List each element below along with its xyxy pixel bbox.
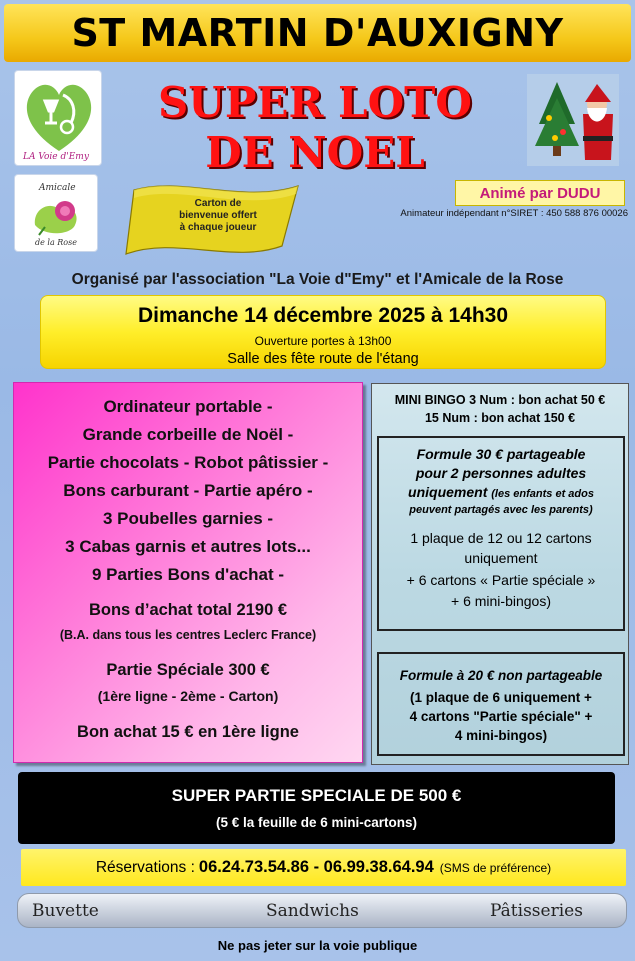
snack-buvette: Buvette <box>32 901 99 921</box>
formule30-line: peuvent partagés avec les parents) <box>409 504 593 516</box>
bingo-panel <box>371 383 629 765</box>
formule20-line: (1 plaque de 6 uniquement + <box>410 690 592 705</box>
prize-line: 9 Parties Bons d'achat - <box>91 565 285 584</box>
formule30-line: uniquement <box>464 550 538 566</box>
formule30-line: + 6 mini-bingos) <box>451 593 551 609</box>
snack-bar <box>17 893 627 928</box>
super-partie-sub: (5 € la feuille de 6 mini-cartons) <box>215 815 418 830</box>
santa-tree-picture <box>527 74 619 166</box>
rose-logo-icon <box>15 175 99 253</box>
formule-30-box <box>377 436 625 631</box>
voie-emy-text: LA Voie d'Emy <box>23 152 89 162</box>
amicale-text: Amicale <box>39 183 76 193</box>
event-venue: Salle des fête route de l'étang <box>227 351 419 367</box>
prize-line: Partie chocolats - Robot pâtissier - <box>47 453 329 472</box>
formule30-line: pour 2 personnes adultes <box>415 465 587 481</box>
formule30-line: + 6 cartons « Partie spéciale » <box>406 572 596 588</box>
formule30-uniquement: uniquement <box>408 484 488 500</box>
animateur-badge <box>455 180 625 206</box>
title-de-noel: DE NOEL <box>205 128 425 177</box>
mini-bingo-head-2: 15 Num : bon achat 150 € <box>424 411 576 425</box>
flag-line-2: bienvenue offert <box>179 210 257 221</box>
prize-special: Partie Spéciale 300 € <box>106 661 270 679</box>
reservation-phones: 06.24.73.54.86 - 06.99.38.64.94 <box>198 858 434 876</box>
event-date: Dimanche 14 décembre 2025 à 14h30 <box>137 304 509 327</box>
reservation-label: Réservations : <box>95 858 195 876</box>
santa-icon <box>527 74 619 166</box>
prize-line: 3 Cabas garnis et autres lots... <box>65 537 311 556</box>
reservation-bar <box>21 849 626 886</box>
super-partie-banner <box>18 772 615 844</box>
formule20-line: 4 cartons "Partie spéciale" + <box>409 709 593 724</box>
animateur-siret: Animateur indépendant n°SIRET : 450 588 876 00026 <box>400 208 628 219</box>
mini-bingo-head-1: MINI BINGO 3 Num : bon achat 50 € <box>394 393 606 407</box>
super-partie-title: SUPER PARTIE SPECIALE DE 500 € <box>171 786 462 805</box>
formule20-line: 4 mini-bingos) <box>454 728 548 743</box>
snack-sandwichs: Sandwichs <box>266 901 359 921</box>
town-banner <box>4 4 631 62</box>
town-name: ST MARTIN D'AUXIGNY <box>71 11 564 55</box>
welcome-card-flag <box>122 180 308 264</box>
doors-open: Ouverture portes à 13h00 <box>254 334 392 348</box>
formule30-line: Formule 30 € partageable <box>416 446 586 462</box>
prize-line: Ordinateur portable - <box>103 397 273 416</box>
rose-text: de la Rose <box>35 238 77 247</box>
flag-line-1: Carton de <box>194 198 242 209</box>
prize-line: 3 Poubelles garnies - <box>102 509 274 528</box>
animateur-name: Animé par DUDU <box>479 184 601 202</box>
footer-notice: Ne pas jeter sur la voie publique <box>217 938 418 953</box>
prize-total-note: (B.A. dans tous les centres Leclerc France) <box>59 628 317 642</box>
formule30-note: (les enfants et ados <box>491 488 594 500</box>
formule-20-box <box>377 652 625 756</box>
flag-line-3: à chaque joueur <box>179 222 257 233</box>
prize-special-note: (1ère ligne - 2ème - Carton) <box>97 688 279 704</box>
title-super-loto: SUPER LOTO <box>157 78 473 127</box>
prize-line: Bons carburant - Partie apéro - <box>63 481 313 500</box>
voie-emy-logo <box>14 70 102 166</box>
snack-patisseries: Pâtisseries <box>490 901 583 921</box>
prizes-panel <box>13 382 363 763</box>
prize-bon-achat: Bon achat 15 € en 1ère ligne <box>77 723 299 741</box>
formule30-line <box>379 484 623 500</box>
formule30-line: 1 plaque de 12 ou 12 cartons <box>410 530 592 546</box>
event-date-box <box>40 295 606 369</box>
welcome-card-text <box>152 198 284 234</box>
amicale-rose-logo <box>14 174 98 252</box>
prize-total: Bons d’achat total 2190 € <box>88 601 288 619</box>
formule20-line: Formule à 20 € non partageable <box>399 668 603 683</box>
heart-chalice-logo-icon <box>15 71 103 167</box>
organiser-line: Organisé par l'association "La Voie d"Emy" et l'Amicale de la Rose <box>71 271 564 288</box>
reservation-sms: (SMS de préférence) <box>439 860 552 875</box>
prize-line: Grande corbeille de Noël - <box>82 425 294 444</box>
